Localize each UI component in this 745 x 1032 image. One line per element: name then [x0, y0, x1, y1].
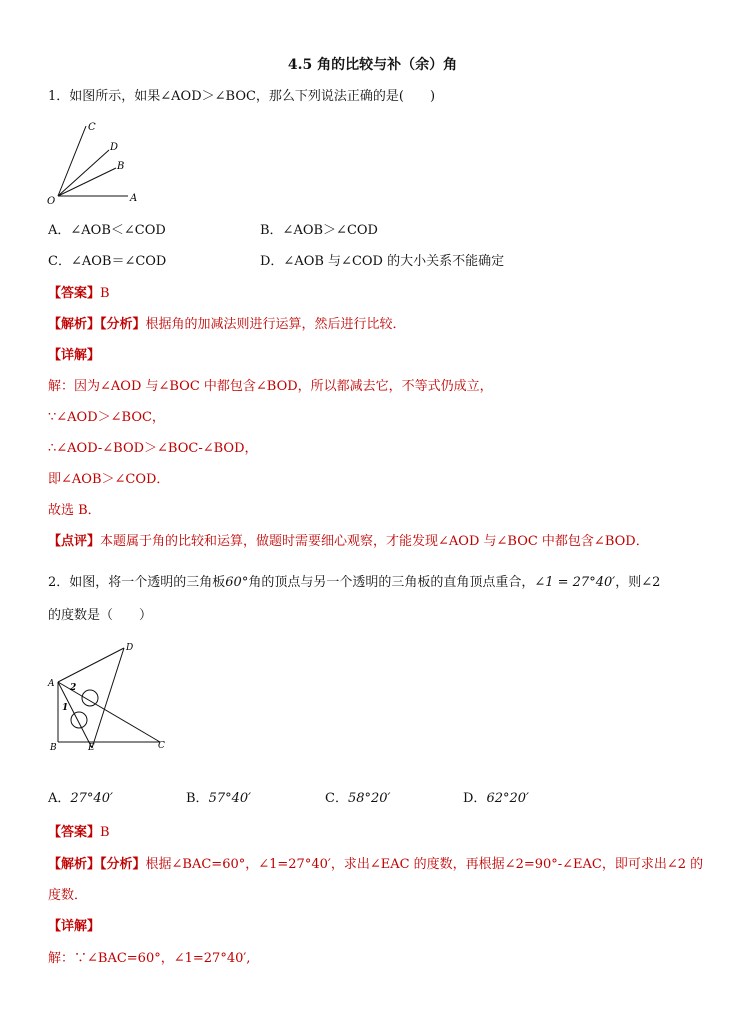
seg-ad [58, 648, 124, 682]
q1-figure [44, 112, 154, 208]
q2-detail-tag: 【详解】 [48, 919, 101, 934]
q2-stem-line-2: 的度数是（ ） [48, 608, 153, 623]
q1-solution-line-5: 故选 B． [48, 503, 101, 518]
label-d: D [126, 643, 134, 653]
seg-de [92, 648, 124, 748]
label-b: B [50, 743, 57, 752]
label-b: B [117, 161, 125, 172]
q1-solution-line-4: 即∠AOB＞∠COD． [48, 472, 170, 487]
label-c: C [158, 741, 165, 751]
comment-tag: 【点评】 [48, 534, 101, 549]
label-1: 1 [62, 703, 69, 713]
q2-analysis [48, 856, 703, 874]
q1-option-b: B．∠AOB＞∠COD [260, 223, 378, 238]
label-o: O [47, 196, 56, 207]
q2-answer [48, 824, 110, 842]
q1-solution-line-2: ∵∠AOD＞∠BOC， [48, 410, 165, 425]
comment-text: 本题属于角的比较和运算，做题时需要细心观察，才能发现∠AOD 与∠BOC 中都包含∠BOD． [100, 534, 649, 549]
q2-angle-60: 60° [225, 575, 249, 590]
ray-od [58, 150, 109, 196]
ray-oc [58, 126, 86, 196]
q2-figure [44, 640, 174, 752]
q1-analysis [48, 316, 406, 334]
answer-tag: 【答案】 [48, 825, 101, 840]
q2-option-c-prefix: C． [325, 791, 348, 806]
label-2: 2 [70, 683, 77, 693]
q1-stem: 1．如图所示，如果∠AOD＞∠BOC，那么下列说法正确的是( ) [48, 89, 436, 104]
analysis-tag: 【解析】【分析】 [48, 857, 146, 872]
q1-option-c: C．∠AOB＝∠COD [48, 254, 167, 269]
label-e: E [88, 743, 95, 752]
q2-stem-part-1: 2．如图，将一个透明的三角板 [48, 575, 226, 590]
q2-option-a [48, 790, 113, 808]
q2-option-d-prefix: D． [463, 791, 487, 806]
q2-stem-part-3: ，则∠2 [615, 575, 661, 590]
q2-option-b-prefix: B． [186, 791, 209, 806]
q2-solution-line-1: 解：∵∠BAC=60°，∠1=27°40′, [48, 951, 251, 966]
page-title: 4.5 角的比较与补（余）角 [287, 57, 458, 73]
q2-stem [48, 574, 660, 592]
q1-answer [48, 285, 110, 303]
q2-option-a-prefix: A． [48, 791, 71, 806]
circle-lower [71, 712, 87, 728]
q1-detail-tag: 【详解】 [48, 348, 101, 363]
q1-option-d: D．∠AOB 与∠COD 的大小关系不能确定 [260, 254, 505, 269]
q2-option-a-value: 27°40′ [70, 791, 113, 806]
q2-angle-1: ∠1 = 27°40′ [534, 575, 616, 590]
label-d: D [110, 142, 119, 153]
q1-solution-line-3: ∴∠AOD-∠BOD＞∠BOC-∠BOD， [48, 441, 258, 456]
q2-stem-part-2: 角的顶点与另一个透明的三角板的直角顶点重合， [248, 575, 535, 590]
ray-ob [58, 168, 116, 196]
q1-solution-line-1: 解：因为∠AOD 与∠BOC 中都包含∠BOD，所以都减去它，不等式仍成立， [48, 379, 493, 394]
q2-option-c-value: 58°20′ [347, 791, 391, 806]
q2-option-b-value: 57°40′ [208, 791, 252, 806]
analysis-text: 根据∠BAC=60°，∠1=27°40′，求出∠EAC 的度数，再根据∠2=90°-∠EAC，即可求出∠2 的 [145, 857, 704, 872]
label-a: A [130, 193, 138, 204]
analysis-text: 根据角的加减法则进行运算，然后进行比较． [145, 317, 406, 332]
q1-comment [48, 533, 649, 551]
q2-option-d [463, 790, 529, 808]
label-a: A [48, 679, 55, 689]
q2-option-d-value: 62°20′ [486, 791, 529, 806]
q2-option-b [186, 790, 251, 808]
q2-option-c [325, 790, 391, 808]
analysis-tag: 【解析】【分析】 [48, 317, 146, 332]
answer-tag: 【答案】 [48, 286, 101, 301]
q1-option-a: A．∠AOB＜∠COD [48, 223, 166, 238]
answer-value: B [100, 825, 110, 840]
label-c: C [88, 122, 96, 133]
answer-value: B [100, 286, 110, 301]
q2-analysis-line-2: 度数． [48, 888, 88, 903]
